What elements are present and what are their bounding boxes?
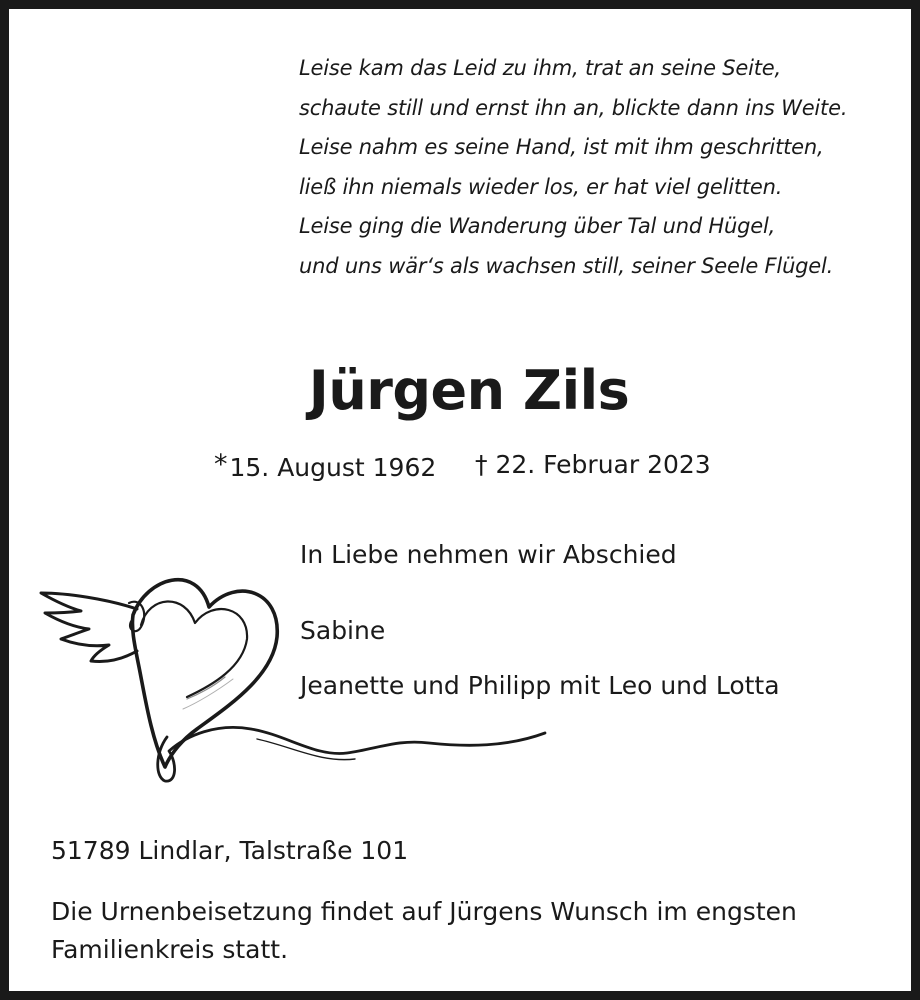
- death-symbol: †: [475, 450, 488, 479]
- birth-date: 15. August 1962: [229, 453, 437, 482]
- birth-date-line: [214, 445, 436, 488]
- poem-line: Leise ging die Wanderung über Tal und Hügel,: [299, 214, 776, 238]
- poem-line: und uns wär‘s als wachsen still, seiner Seele Flügel.: [299, 253, 834, 278]
- birth-symbol: *: [214, 449, 228, 480]
- deceased-name: Jürgen Zils: [308, 359, 630, 422]
- poem-line: Leise nahm es seine Hand, ist mit ihm geschritten,: [299, 135, 824, 159]
- burial-notice: Die Urnenbeisetzung findet auf Jürgens Wunsch im engsten Familienkreis statt.: [51, 897, 797, 964]
- death-date: 22. Februar 2023: [495, 450, 711, 479]
- poem: [299, 49, 899, 286]
- poem-line: Leise kam das Leid zu ihm, trat an seine Seite,: [299, 56, 781, 80]
- death-date-line: [475, 445, 711, 485]
- poem-line: ließ ihn niemals wieder los, er hat viel gelitten.: [299, 174, 783, 199]
- poem-line: schaute still und ernst ihn an, blickte dann ins Weite.: [299, 95, 848, 120]
- mourner-name: Jeanette und Philipp mit Leo und Lotta: [300, 671, 780, 700]
- farewell-text: In Liebe nehmen wir Abschied: [300, 540, 677, 569]
- mourner-name: Sabine: [300, 616, 386, 645]
- address: 51789 Lindlar, Talstraße 101: [51, 836, 409, 865]
